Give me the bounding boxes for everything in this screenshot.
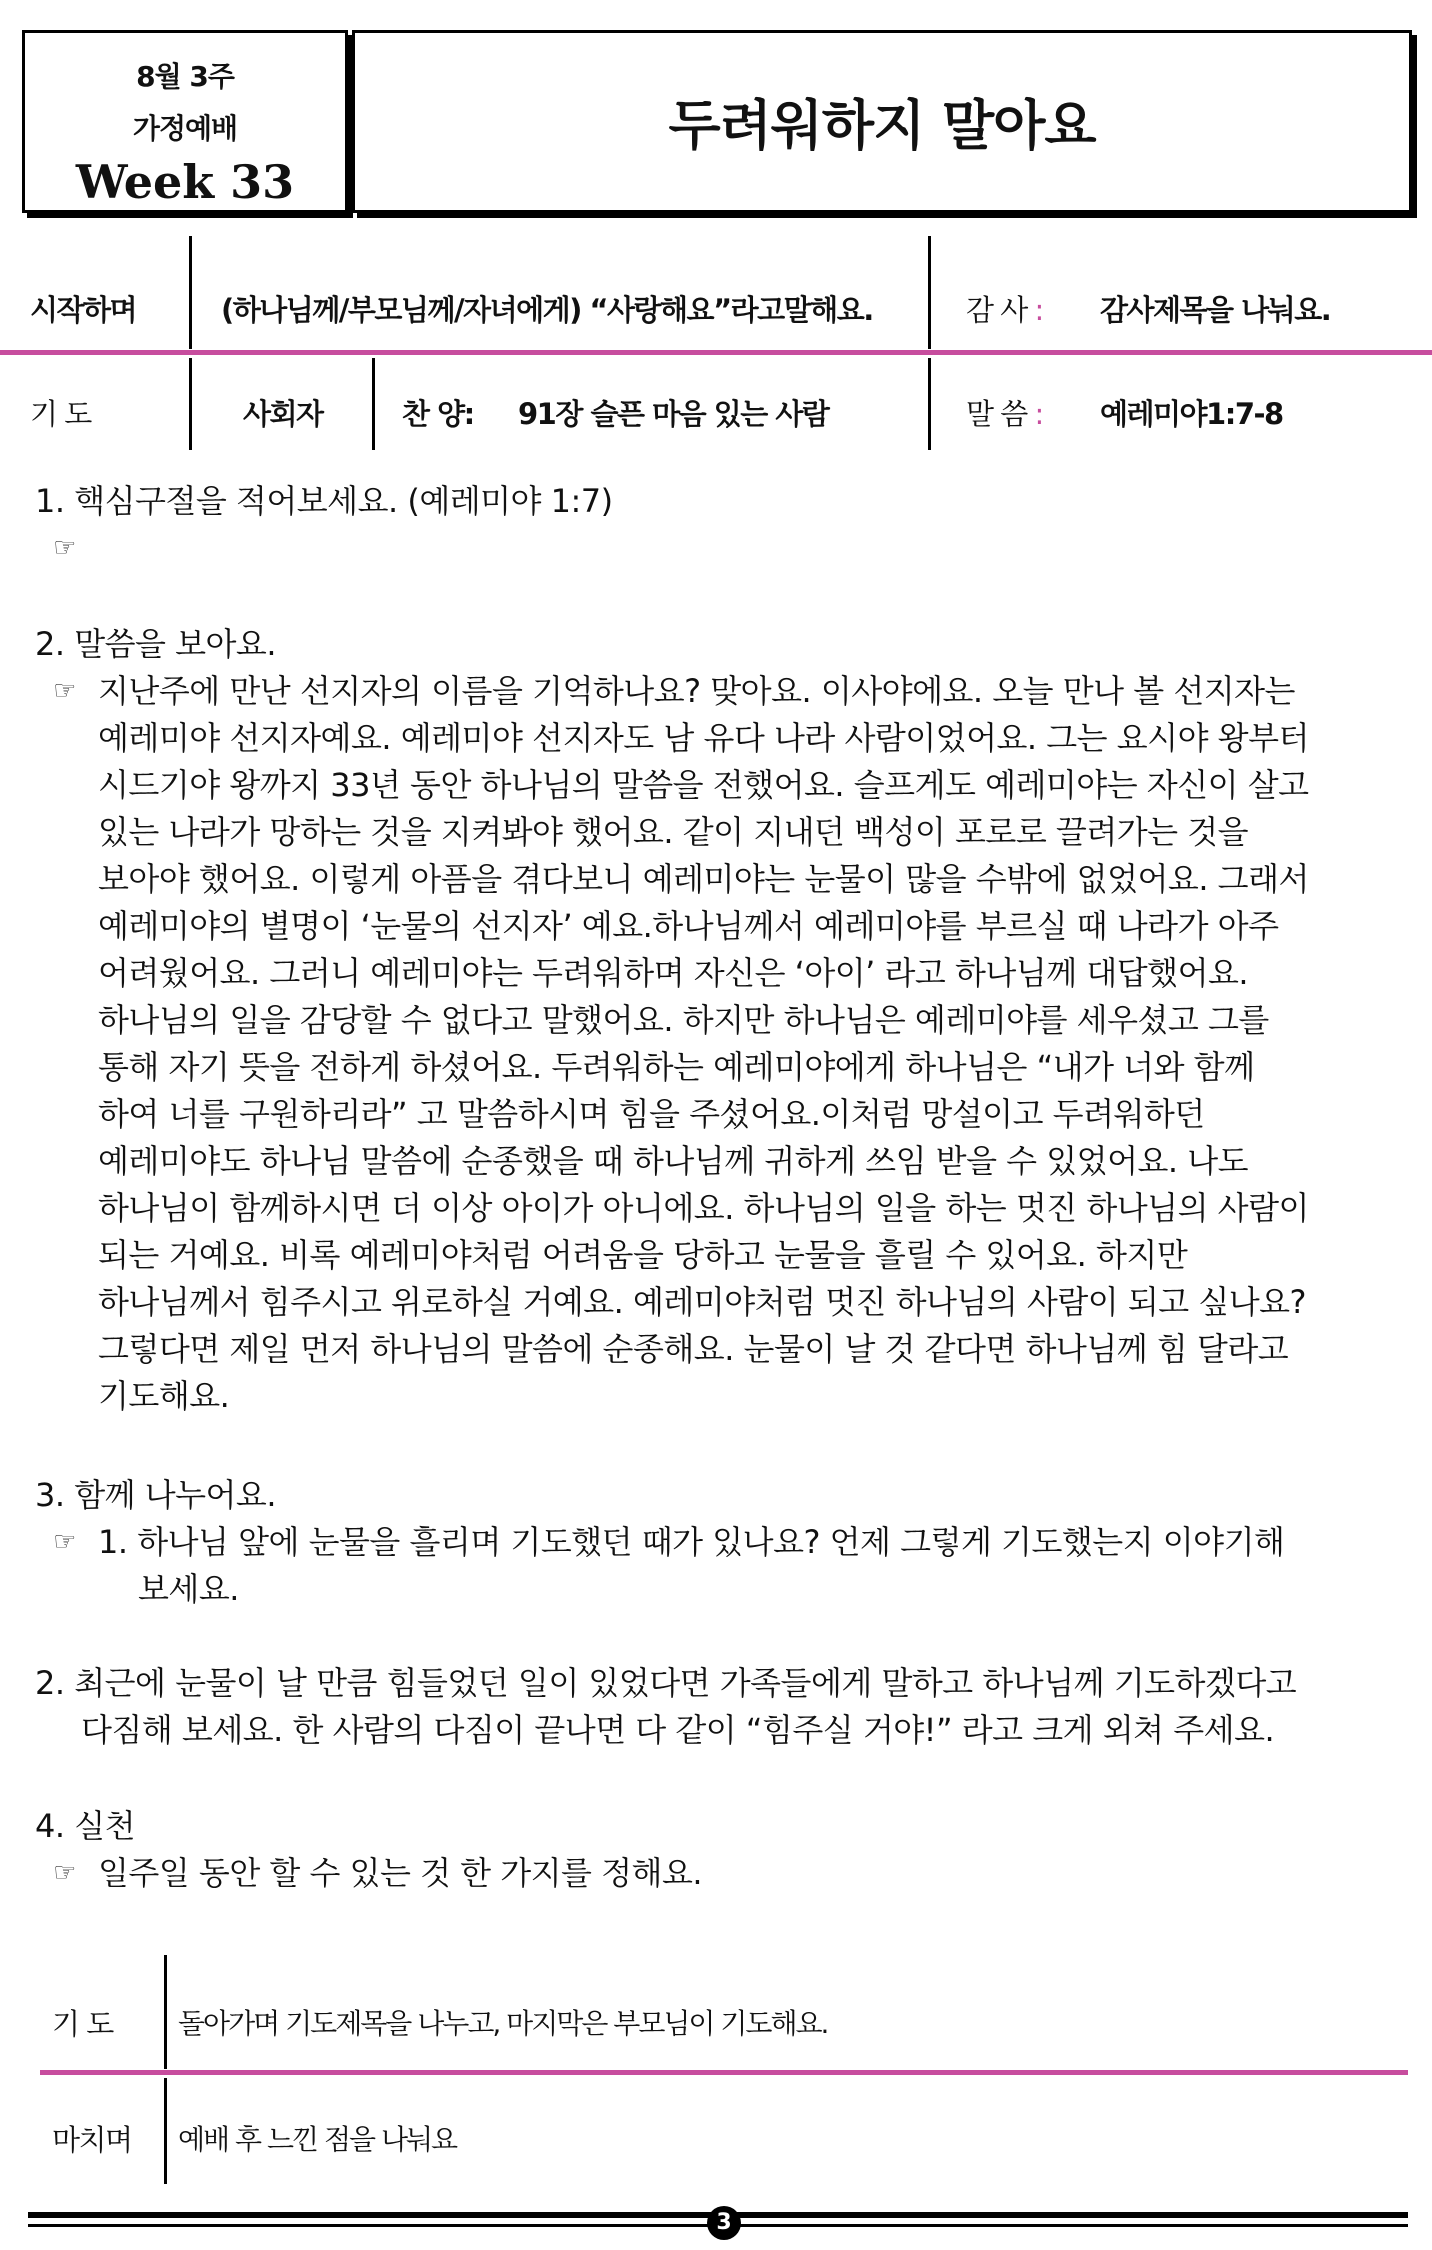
page-title: 두려워하지 말아요 — [668, 94, 1096, 157]
story-line: 지난주에 만난 선지자의 이름을 기억하나요? 맞아요. 이사야에요. 오늘 만나 볼 선지자는 — [98, 672, 1295, 710]
pointing-hand-icon: ☞ — [53, 676, 76, 706]
grid-divider — [928, 236, 931, 349]
thanks-text: 감사제목을 나눠요. — [1100, 293, 1331, 327]
thanks-label: 감 사 — [966, 293, 1027, 327]
story-line: 하나님이 함께하시면 더 이상 아이가 아니에요. 하나님의 일을 하는 멋진 하나님의 사람이 — [98, 1189, 1309, 1227]
closing-prayer-label: 기 도 — [52, 2007, 113, 2041]
closing-end-text: 예배 후 느낀 점을 나눠요 — [178, 2123, 457, 2156]
title-box — [352, 30, 1412, 213]
section-4 — [35, 1803, 1385, 1897]
practice-text-wrap — [35, 1850, 1385, 1897]
story-line: 시드기야 왕까지 33년 동안 하나님의 말씀을 전했어요. 슬프게도 예레미야는 자신이 살고 — [98, 766, 1309, 804]
section-1 — [35, 478, 1385, 572]
pink-divider — [0, 350, 1432, 355]
pointing-hand-icon: ☞ — [53, 533, 76, 563]
closing-prayer-text: 돌아가며 기도제목을 나누고, 마지막은 부모님이 기도해요. — [178, 2007, 828, 2040]
closing-divider — [164, 2078, 167, 2184]
leader-label: 사회자 — [243, 397, 323, 431]
hymn-label: 찬 양: — [402, 397, 474, 431]
worship-subtitle: 가정예배 — [132, 112, 238, 145]
start-label: 시작하며 — [30, 293, 137, 327]
practice-text: 일주일 동안 할 수 있는 것 한 가지를 정해요. — [98, 1854, 703, 1892]
start-text: (하나님께/부모님께/자녀에게) “사랑해요”라고말해요. — [221, 293, 873, 327]
story-line: 기도해요. — [98, 1377, 230, 1415]
grid-divider — [189, 236, 192, 349]
pointing-hand-icon: ☞ — [53, 1527, 76, 1557]
question-1 — [35, 1519, 1385, 1613]
story-line: 하나님께서 힘주시고 위로하실 거예요. 예레미야처럼 멋진 하나님의 사람이 되고 싶나요? — [98, 1283, 1307, 1321]
page-number: 3 — [707, 2206, 741, 2240]
story-line: 예레미야의 별명이 ‘눈물의 선지자’ 예요.하나님께서 예레미야를 부르실 때 나라가 아주 — [98, 907, 1279, 945]
prayer-label: 기 도 — [30, 397, 91, 431]
story-line: 하여 너를 구원하리라” 고 말씀하시며 힘을 주셨어요.이처럼 망설이고 두려워하던 — [98, 1095, 1205, 1133]
story-line: 예레미야 선지자예요. 예레미야 선지자도 남 유다 나라 사람이었어요. 그는 요시야 왕부터 — [98, 719, 1309, 757]
closing-divider — [164, 1955, 167, 2069]
story-line: 있는 나라가 망하는 것을 지켜봐야 했어요. 같이 지내던 백성이 포로로 끌려가는 것을 — [98, 813, 1249, 851]
week-info-box — [22, 30, 348, 213]
thanks-colon: : — [1034, 293, 1043, 327]
story-line: 그렇다면 제일 먼저 하나님의 말씀에 순종해요. 눈물이 날 것 같다면 하나님께 힘 달라고 — [98, 1330, 1289, 1368]
grid-divider — [189, 358, 192, 450]
answer-line — [35, 525, 1385, 572]
story-line: 보아야 했어요. 이렇게 아픔을 겪다보니 예레미야는 눈물이 많을 수밖에 없었어요. 그래서 — [98, 860, 1309, 898]
word-colon: : — [1034, 397, 1043, 431]
closing-end-label: 마치며 — [52, 2123, 132, 2157]
word-text: 예레미야1:7-8 — [1100, 397, 1283, 431]
story-line: 하나님의 일을 감당할 수 없다고 말했어요. 하지만 하나님은 예레미야를 세우셨고 그를 — [98, 1001, 1269, 1039]
hymn-text: 91장 슬픈 마음 있는 사람 — [518, 397, 829, 431]
word-label: 말 씀 — [966, 397, 1027, 431]
question-1-line-2: 보세요. — [138, 1570, 239, 1608]
section-3-title: 3. 함께 나누어요. — [35, 1476, 277, 1514]
question-1-line-1: 1. 하나님 앞에 눈물을 흘리며 기도했던 때가 있나요? 언제 그렇게 기도했는지 이야기해 — [98, 1523, 1285, 1561]
story-line: 통해 자기 뜻을 전하게 하셨어요. 두려워하는 예레미야에게 하나님은 “내가 너와 함께 — [98, 1048, 1255, 1086]
story-line: 예레미야도 하나님 말씀에 순종했을 때 하나님께 귀하게 쓰임 받을 수 있었어요. 나도 — [98, 1142, 1249, 1180]
question-2 — [35, 1660, 1385, 1754]
question-2-line-2: 다짐해 보세요. 한 사람의 다짐이 끝나면 다 같이 “힘주실 거야!” 라고 크게 외쳐 주세요. — [81, 1711, 1275, 1749]
scripture-story — [35, 668, 1385, 1420]
section-3 — [35, 1472, 1385, 1613]
story-line: 어려웠어요. 그러니 예레미야는 두려워하며 자신은 ‘아이’ 라고 하나님께 대답했어요. — [98, 954, 1249, 992]
pink-divider — [40, 2070, 1408, 2075]
word-label-wrap — [966, 392, 1043, 433]
month-week: 8월 3주 — [136, 60, 234, 93]
grid-divider — [928, 358, 931, 450]
section-1-title: 1. 핵심구절을 적어보세요. (예레미야 1:7) — [35, 482, 613, 520]
section-4-title: 4. 실천 — [35, 1807, 136, 1845]
week-number: Week 33 — [75, 155, 295, 209]
grid-divider — [372, 358, 375, 450]
question-2-line-1: 2. 최근에 눈물이 날 만큼 힘들었던 일이 있었다면 가족들에게 말하고 하나님께 기도하겠다고 — [35, 1664, 1297, 1702]
section-2-title: 2. 말씀을 보아요. — [35, 625, 277, 663]
thanks-label-wrap — [966, 288, 1043, 329]
pointing-hand-icon: ☞ — [53, 1858, 76, 1888]
section-2 — [35, 621, 1385, 1420]
story-line: 되는 거예요. 비록 예레미야처럼 어려움을 당하고 눈물을 흘릴 수 있어요. 하지만 — [98, 1236, 1188, 1274]
